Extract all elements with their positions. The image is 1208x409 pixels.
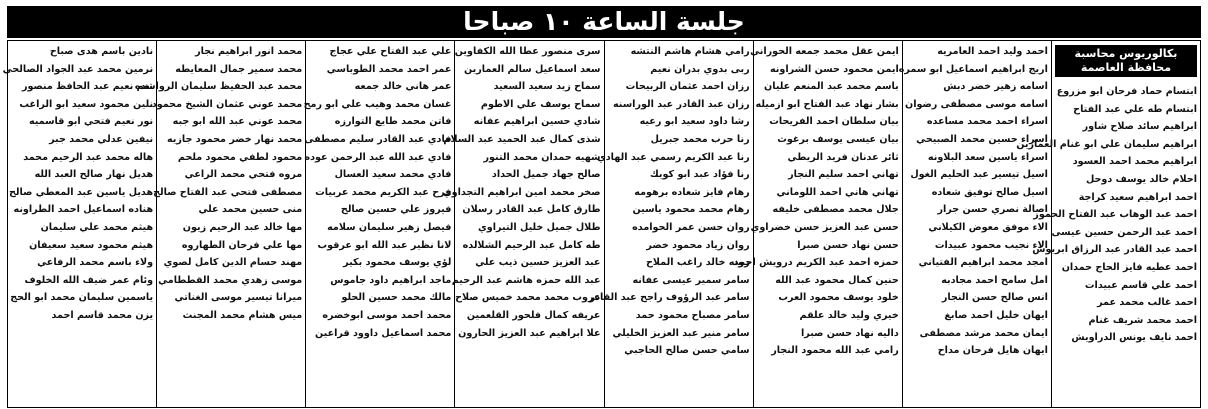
name-entry: ميس هشام محمد المجنث <box>182 309 303 321</box>
session-banner: جلسة الساعة ١٠ صباحا <box>7 6 1201 38</box>
name-entry: يزن محمد قاسم احمد <box>51 309 154 321</box>
name-entry: بشار نهاد عبد الفتاح ابو ازميله <box>755 98 899 110</box>
name-entry: سعد اسماعيل سالم العمارين <box>464 63 601 75</box>
name-entry: رزان احمد عثمان الربيحات <box>625 81 750 93</box>
name-entry: غسان محمد وهيب علي ابو رمح <box>303 98 452 110</box>
names-column <box>134 41 305 407</box>
name-entry: بيان سلطان احمد الفريحات <box>769 116 899 128</box>
name-entry: موسى زهدي محمد القططامي <box>158 274 303 286</box>
name-entry: رامي عبد الله محمود النجار <box>771 345 899 357</box>
name-entry: احمد عبد القادر عبد الرزاق ابريوش <box>1032 244 1197 256</box>
name-entry: مها علي فرحان الطهاروه <box>181 239 303 251</box>
name-entry: خلود يوسف محمود العرب <box>778 292 899 304</box>
name-entry: مروه فتحي محمد الراعي <box>184 169 303 181</box>
name-entry: احمد عبد الوهاب عبد الفتاح الحموز <box>1033 209 1197 221</box>
name-entry: هاله محمد عبد الرحيم محمد <box>23 151 154 163</box>
name-entry: فاتن محمد طايع التوارزه <box>334 116 452 128</box>
name-entry: احمد علي قاسم عبيدات <box>1084 279 1197 291</box>
names-column <box>305 41 454 407</box>
name-entry: علا ابراهيم عبد العزيز الحارون <box>458 327 601 339</box>
name-entry: نلين محمود سعيد ابو الراغب <box>19 98 154 110</box>
name-entry: احمد ابراهيم سعيد كراجة <box>1078 191 1197 203</box>
name-entry: صالح جهاد جميل الحداد <box>491 169 601 181</box>
name-entry: ميرانا تيسير موسى الغناتي <box>174 292 303 304</box>
name-entry: احمد عطيه فايز الحاج حمدان <box>1061 261 1197 273</box>
name-entry: نغم نعيم عبد الحافظ منصور <box>21 81 154 93</box>
name-entry: اسامه موسى مصطفى رضوان <box>905 98 1048 110</box>
names-column <box>442 41 603 407</box>
name-entry: عريفه كمال فلحور القلعمين <box>466 309 601 321</box>
section-heading-line1: بكالوريوس محاسبة <box>1074 47 1178 60</box>
name-entry: سامي حسن صالح الحاجبي <box>624 345 750 357</box>
name-entry: احمد غالب محمد عمر <box>1097 297 1197 309</box>
name-entry: رزان عبد القادر عبد الوراسنه <box>612 98 750 110</box>
name-entry: هديل ياسين عبد المعطي صالح <box>9 186 154 198</box>
name-entry: فادي عبد القادر سليم مصطفى <box>304 133 452 145</box>
name-entry: احمد وليد احمد العامريه <box>937 46 1048 57</box>
name-entry: ابتسام حماد فرحان ابو مزروع <box>1056 86 1197 97</box>
name-entry: طه كامل عبد الرحيم الشلالده <box>462 239 601 251</box>
name-entry: عبد العزيز حسين ذيب علي <box>475 257 601 269</box>
section-heading-line2: محافظة العاصمة <box>1080 61 1172 74</box>
name-entry: مالك محمد حسين الحلو <box>341 292 452 304</box>
name-entry: حسن عبد العزيز حسن خضراوي <box>750 221 899 233</box>
name-entry: داليه نهاد حسن صبرا <box>800 327 899 339</box>
name-entry: اسيل تيسير عبد الحليم الغول <box>910 169 1048 181</box>
name-entry: محمد اسماعيل داوود قراعين <box>315 327 452 339</box>
name-entry: شذى كمال عبد الحميد عبد السلام <box>443 133 601 145</box>
name-entry: سماح يوسف علي الاطوم <box>480 98 601 110</box>
name-entry: ياسمين سليمان محمد ابو الحج <box>10 292 154 304</box>
name-entry: سامر منير عبد العزيز الخليلي <box>612 327 750 339</box>
name-entry: مها خالد عبد الرحيم زيون <box>182 221 303 233</box>
name-entry: رهام محمد محمود ياسين <box>632 204 750 216</box>
name-entry: بيان عيسى يوسف برغوث <box>777 133 899 145</box>
name-entry: ابراهيم محمد احمد العسود <box>1072 156 1197 168</box>
name-entry: طارق كامل عبد القادر رسلان <box>462 204 601 216</box>
name-entry: سامر عبد الرؤوف راجح عبد القادر <box>589 292 750 304</box>
name-entry: احلام خالد يوسف دوحل <box>1085 173 1197 185</box>
name-entry: شهيه حمدان محمد التنور <box>483 151 601 163</box>
name-entry: احمد نايف يونس الدراويش <box>1071 332 1197 344</box>
name-entry: نادين باسم هدى صباح <box>49 46 154 57</box>
name-entry: ثائر عدنان فريد الريطي <box>787 151 899 163</box>
name-entry: حنين كمال محمود عبد الله <box>775 274 899 286</box>
name-entry: هناده اسماعيل احمد الطراونه <box>13 204 154 216</box>
name-entry: رنا عبد الكريم رسمي عبد الهادي <box>596 151 750 163</box>
name-entry: اسامه زهير خضر دبش <box>943 81 1048 93</box>
name-entry: اسراء احمد محمد مساعده <box>926 116 1048 128</box>
name-entry: عمر هاني خالد جمعه <box>354 81 452 93</box>
name-entry: لؤي يوسف محمود بكير <box>343 257 452 269</box>
name-entry: الاء نجيب محمود عبيدات <box>934 239 1048 251</box>
name-entry: ايهان خليل احمد صابغ <box>944 309 1048 321</box>
name-entry: مصطفى فتحي عبد الفتاح صالح <box>153 186 303 198</box>
name-entry: حمزه احمد عبد الكريم درويش احمد <box>733 257 899 269</box>
names-column <box>589 41 753 407</box>
name-entry: هيثم محمود سعيد سعيفان <box>29 239 154 251</box>
name-entry: منى حسين محمد علي <box>198 204 303 216</box>
name-entry: احمد عبد الرحمن حسين عيسى <box>1051 226 1197 238</box>
name-entry: صخر محمد امين ابراهيم التجداوي <box>442 186 601 198</box>
name-entry: رنا فؤاد عبد ابو كويك <box>649 169 750 181</box>
name-entry: اسيل صالح توفيق شعاده <box>931 186 1048 198</box>
name-entry: علي عبد الفتاح علي عجاج <box>329 46 452 57</box>
name-entry: هديل نهار صالح العبد الله <box>34 169 154 181</box>
section-heading <box>1055 45 1197 77</box>
name-entry: جلال محمد مصطفى خليفه <box>772 204 899 216</box>
name-entry: فيصل زهير سليمان سلامه <box>327 221 452 233</box>
name-entry: احمد محمد شريف غنام <box>1088 314 1197 326</box>
name-entry: طلال جميل خليل التيراوي <box>477 221 601 233</box>
name-entry: نور نعيم فتحي ابو قاسميه <box>28 116 154 128</box>
name-entry: اسراء ياسين سعد البلاونه <box>927 151 1048 163</box>
name-entry: ولاء باسم محمد الرفاعي <box>37 257 154 269</box>
name-entry: انس صالح حسن النجار <box>941 292 1048 304</box>
name-entry: محمود لطفي محمود ملحم <box>177 151 303 163</box>
name-entry: حسن نهاد حسن صبرا <box>797 239 899 251</box>
name-entry: محمد سمير جمال المعايطه <box>175 63 303 75</box>
name-entry: رونه خالد راغب الملاح <box>645 257 750 269</box>
name-entry: روان زياد محمود خضر <box>646 239 750 251</box>
name-entry: رنا حرب محمد جبريل <box>650 133 750 145</box>
name-entry: مهند حسام الدين كامل لصوي <box>163 257 303 269</box>
name-entry: نرمين محمد عبد الجواد الصالحي <box>2 63 154 75</box>
name-entry: الاء موفق معوض الكيلاني <box>928 221 1048 233</box>
name-entry: محمد نهار خضر محمود جازيه <box>166 133 303 145</box>
name-entry: محمد عوني عثمان الشيخ محمود <box>151 98 303 110</box>
name-entry: محمد عبد الحفيظ سليمان الرواشده <box>134 81 303 93</box>
name-entry: رهام فايز شعاده برهومه <box>634 186 750 198</box>
name-entry: ابراهيم سائد صلاح شاور <box>1082 121 1197 133</box>
names-column <box>2 41 156 407</box>
name-entry: لانا نظير عبد الله ابو عرقوب <box>317 239 452 251</box>
name-entry: عروب محمد محمد خميس صلاح <box>455 292 601 304</box>
name-entry: عبد الله حمزه هاشم عبد الرحيم <box>451 274 601 286</box>
name-entry: ابراهيم سليمان علي ابو غنام العمارين <box>1016 138 1197 150</box>
names-column <box>898 41 1051 407</box>
name-entry: ربى بدوي بدران نعيم <box>650 63 750 75</box>
name-entry: ابتسام طه علي عبد الفتاح <box>1073 103 1197 115</box>
name-entry: محمد عوني عبد الله ابو جبه <box>172 116 303 128</box>
name-entry: ايهان هايل فرحان مداح <box>937 345 1048 357</box>
name-entry: سرى منصور عطا الله الكفاوين <box>454 46 601 57</box>
names-grid <box>2 40 1201 408</box>
name-entry: تهاني احمد سليم النجار <box>788 169 899 181</box>
name-entry: عمر احمد محمد الطوباسي <box>326 63 452 75</box>
name-entry: ايمن عقل محمد جمعه الحوراني <box>750 46 899 57</box>
name-entry: سامر سمير عيسى عفانه <box>632 274 750 286</box>
name-entry: شادي حسين ابراهيم عفانه <box>473 116 601 128</box>
name-entry: سماح زيد سعيد السعيد <box>493 81 601 93</box>
name-entry: محمد انور ابراهيم نجار <box>195 46 303 57</box>
name-entry: ايمان محمد مرشد مصطفى <box>919 327 1048 339</box>
name-entry: ايمن محمود حسن الشراونه <box>769 63 899 75</box>
name-entry: فيروز علي حسين صالح <box>340 204 452 216</box>
name-entry: رامي هشام هاشم النتشه <box>630 46 750 57</box>
names-column <box>1016 41 1201 407</box>
name-entry: فادي محمد سعيد العسال <box>334 169 452 181</box>
name-entry: هيثم محمد علي سليمان <box>40 221 154 233</box>
name-entry: اريج ابراهيم اسماعيل ابو سمره <box>898 63 1048 75</box>
name-entry: فادي عبد الله عبد الرحمن عوده <box>304 151 452 163</box>
name-entry: خيري وليد خالد علقم <box>799 309 899 321</box>
name-entry: رشا داود سعيد ابو رعيه <box>639 116 750 128</box>
name-entry: فرح عبد الكريم محمد عربيات <box>315 186 452 198</box>
name-entry: محمد احمد موسى ابوخضره <box>322 309 452 321</box>
name-entry: امجد محمد ابراهيم الفتياني <box>918 257 1048 269</box>
name-entry: وئام عمر ضيف الله الخلوف <box>24 274 154 286</box>
name-entry: اسراء حسين محمد الصبيحي <box>916 133 1048 145</box>
name-entry: روان حسن عمر الحوامده <box>632 221 750 233</box>
name-entry: اصالة نصري حسن جرار <box>937 204 1048 216</box>
name-entry: امل سامح احمد مجادبه <box>941 274 1048 286</box>
names-column <box>733 41 902 407</box>
name-entry: سامر مصباح محمود حمد <box>635 309 750 321</box>
name-entry: تهاني هاني احمد اللوماني <box>776 186 899 198</box>
name-entry: باسم محمد عبد المنعم عليان <box>764 81 899 93</box>
name-entry: ماجد ابراهيم داود جاموس <box>330 274 452 286</box>
name-entry: نيفين عدلي محمد جبر <box>49 133 154 145</box>
